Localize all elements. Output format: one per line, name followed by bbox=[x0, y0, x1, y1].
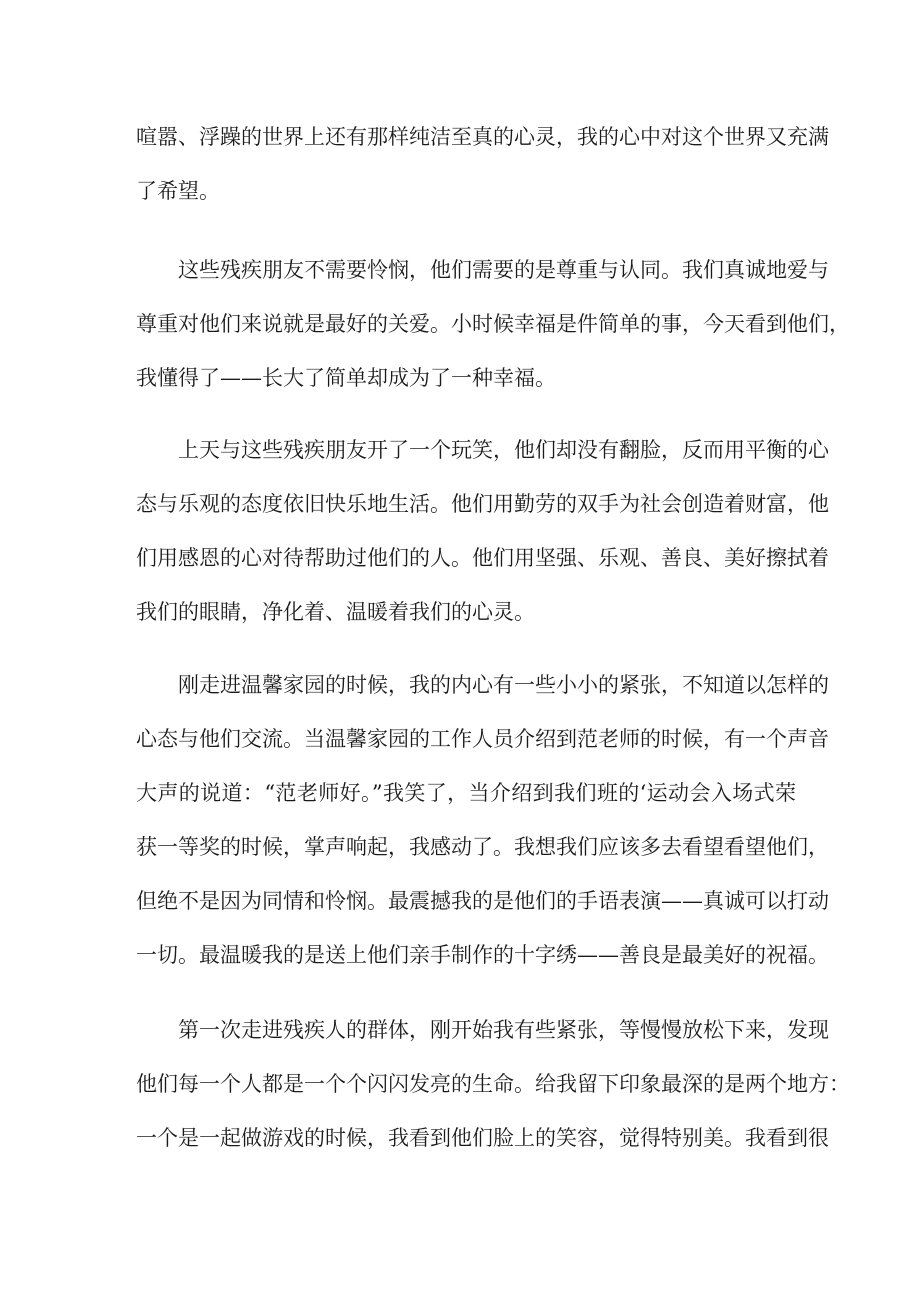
paragraph-3 bbox=[136, 423, 829, 639]
paragraph-line: 大声的说道：“范老师好。”我笑了，当介绍到我们班的‘运动会入场式荣 bbox=[136, 781, 796, 805]
paragraph-5 bbox=[136, 1003, 850, 1165]
paragraph-line: 获一等奖的时候，掌声响起，我感动了。我想我们应该多去看望看望他们， bbox=[136, 835, 829, 859]
paragraph-line: 尊重对他们来说就是最好的关爱。小时候幸福是件简单的事，今天看到他们， bbox=[136, 312, 850, 336]
paragraph-line: 喧嚣、浮躁的世界上还有那样纯洁至真的心灵，我的心中对这个世界又充满 bbox=[136, 125, 829, 149]
paragraph-line: 们用感恩的心对待帮助过他们的人。他们用坚强、乐观、善良、美好擦拭着 bbox=[136, 546, 829, 570]
paragraph-line: 了希望。 bbox=[136, 179, 220, 203]
paragraph-line: 刚走进温馨家园的时候，我的内心有一些小小的紧张，不知道以怎样的 bbox=[178, 673, 829, 697]
paragraph-1 bbox=[136, 110, 829, 218]
paragraph-line: 上天与这些残疾朋友开了一个玩笑，他们却没有翻脸，反而用平衡的心 bbox=[178, 438, 829, 462]
paragraph-2 bbox=[136, 243, 850, 405]
paragraph-4 bbox=[136, 658, 829, 982]
paragraph-line: 态与乐观的态度依旧快乐地生活。他们用勤劳的双手为社会创造着财富，他 bbox=[136, 492, 829, 516]
paragraph-line: 这些残疾朋友不需要怜悯，他们需要的是尊重与认同。我们真诚地爱与 bbox=[178, 258, 829, 282]
paragraph-line: 我们的眼睛，净化着、温暖着我们的心灵。 bbox=[136, 600, 535, 624]
paragraph-line: 心态与他们交流。当温馨家园的工作人员介绍到范老师的时候，有一个声音 bbox=[136, 727, 829, 751]
paragraph-line: 一个是一起做游戏的时候，我看到他们脸上的笑容，觉得特别美。我看到很 bbox=[136, 1126, 829, 1150]
paragraph-line: 一切。最温暖我的是送上他们亲手制作的十字绣——善良是最美好的祝福。 bbox=[136, 943, 829, 967]
paragraph-line: 第一次走进残疾人的群体，刚开始我有些紧张，等慢慢放松下来，发现 bbox=[178, 1018, 829, 1042]
paragraph-line: 他们每一个人都是一个个闪闪发亮的生命。给我留下印象最深的是两个地方： bbox=[136, 1072, 850, 1096]
paragraph-line: 我懂得了——长大了简单却成为了一种幸福。 bbox=[136, 366, 556, 390]
paragraph-line: 但绝不是因为同情和怜悯。最震撼我的是他们的手语表演——真诚可以打动 bbox=[136, 889, 829, 913]
